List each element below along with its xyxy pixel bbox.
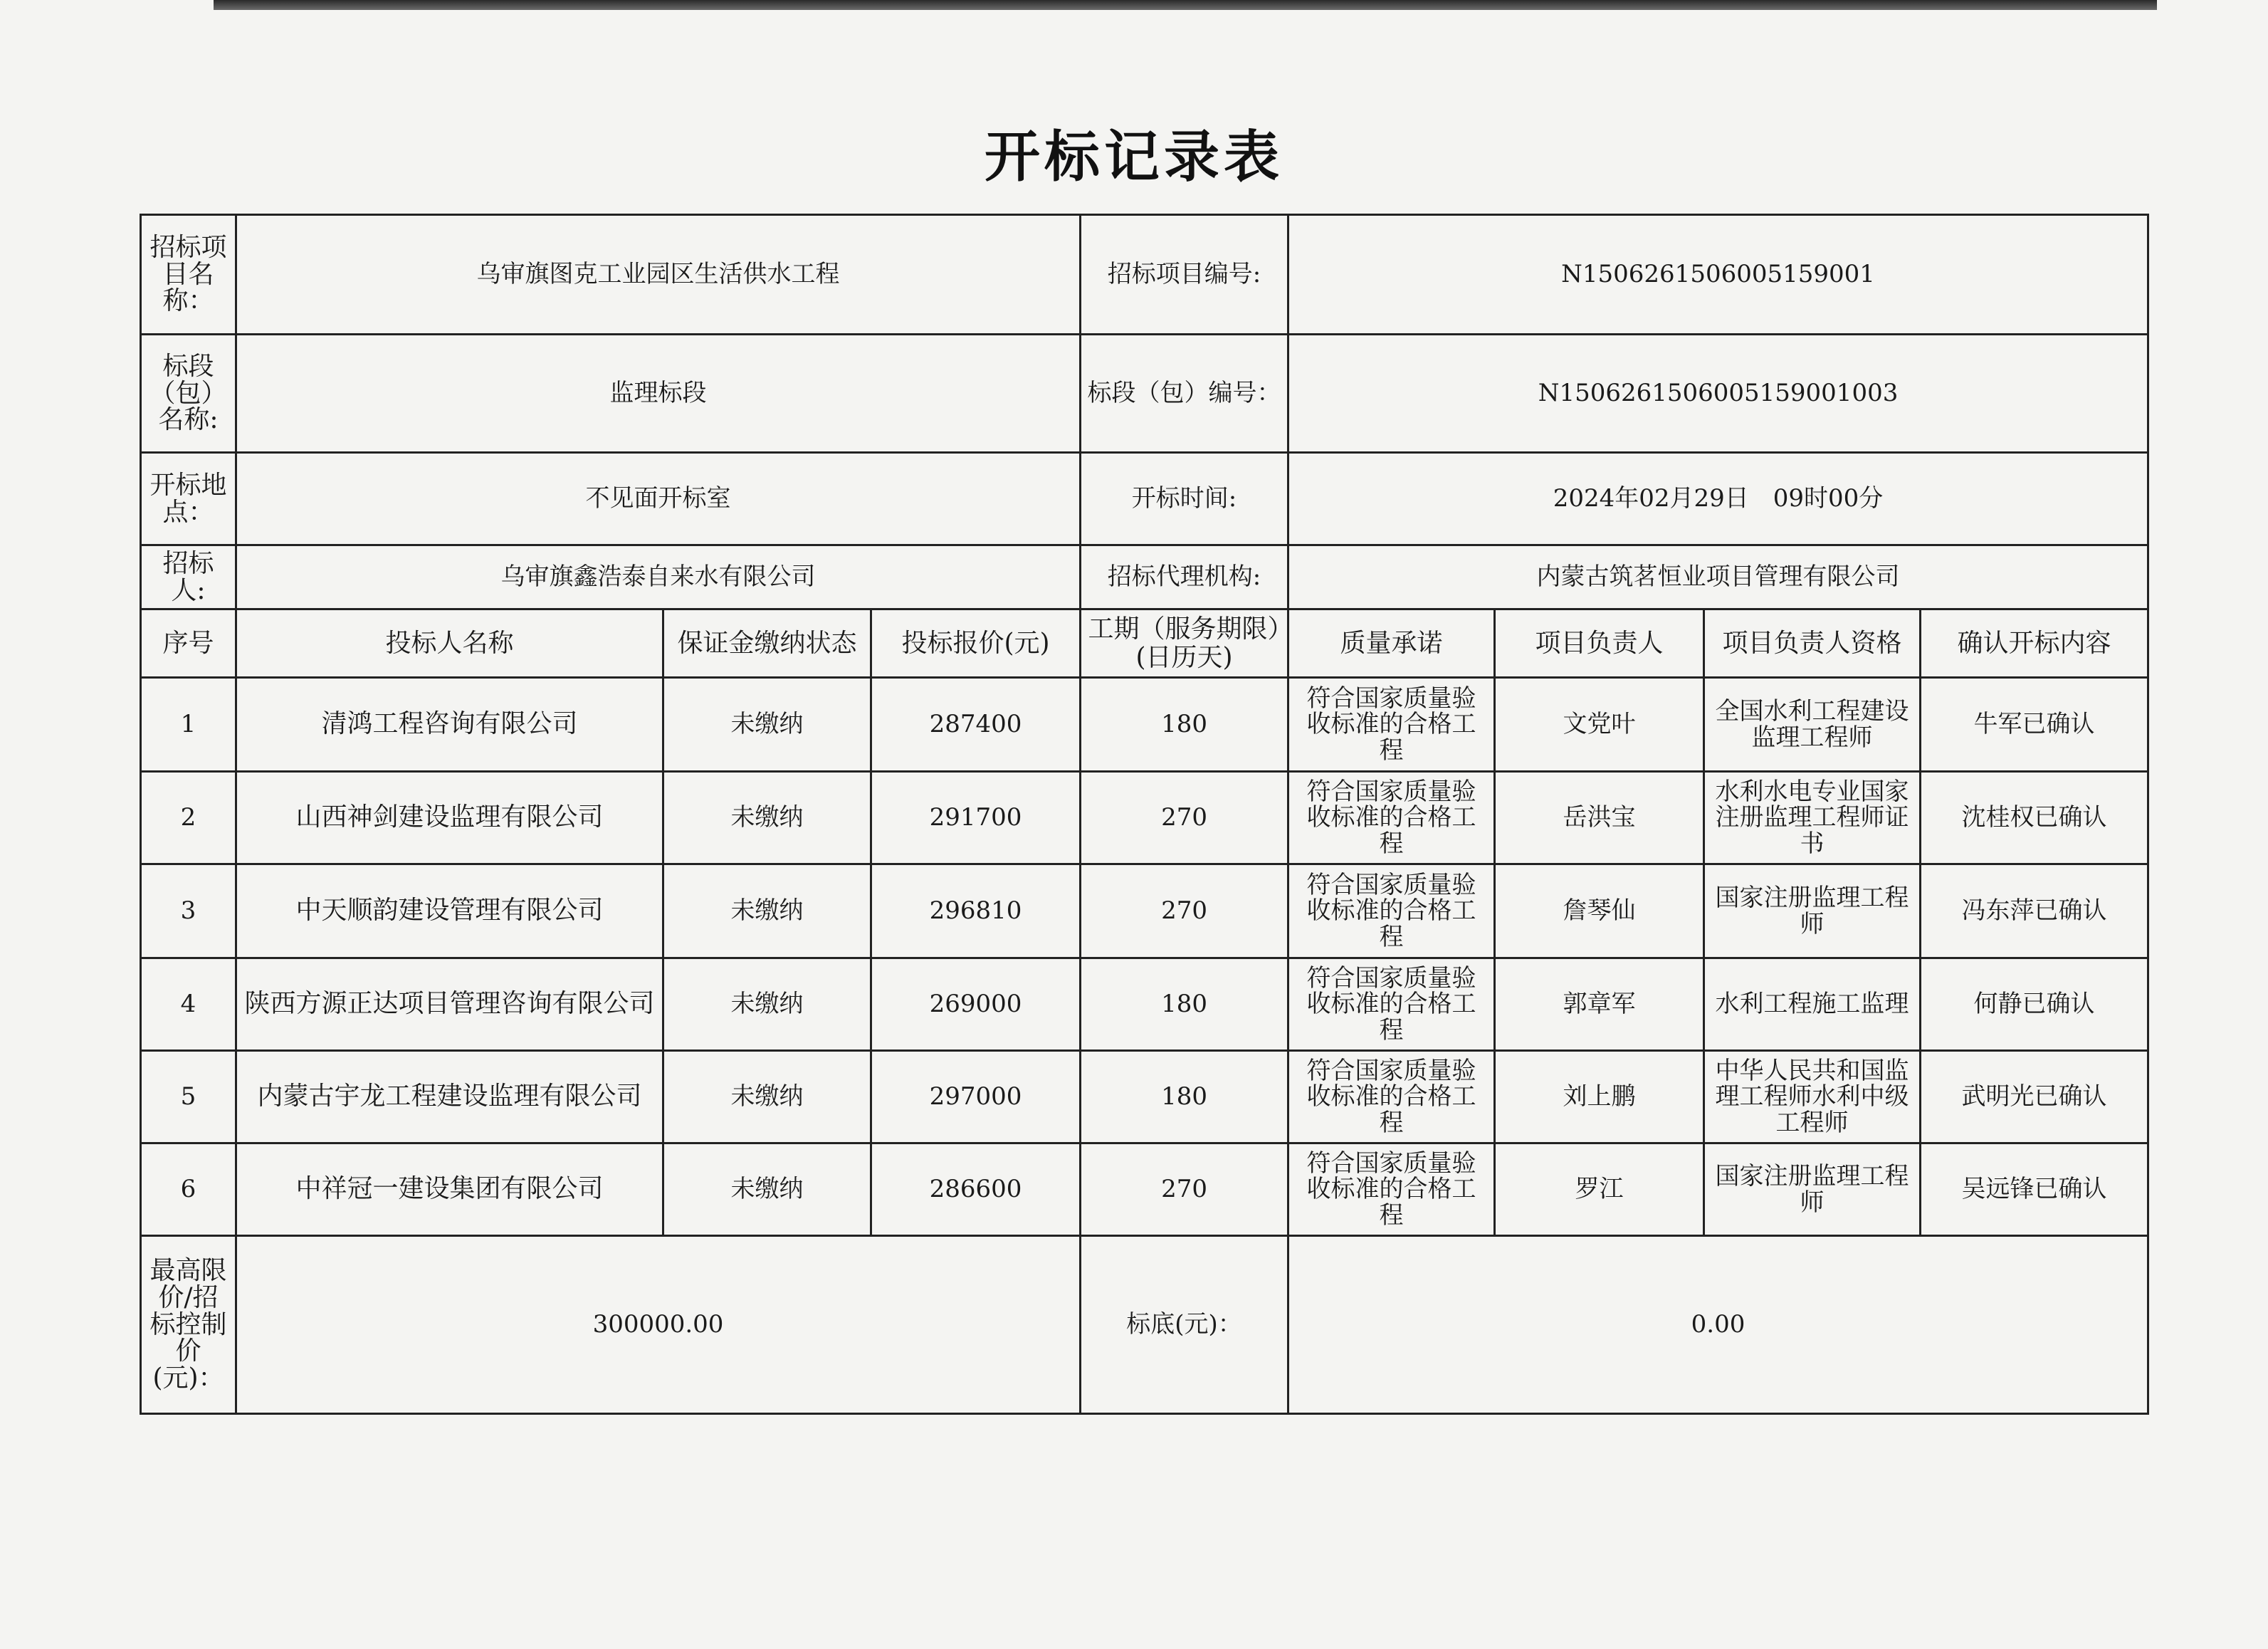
bid-price: 297000: [871, 1051, 1081, 1143]
info-row-tenderer: [141, 545, 2148, 609]
confirmation: 吴远锋已确认: [1921, 1143, 2148, 1236]
bid-price: 269000: [871, 958, 1081, 1051]
table-row: [141, 678, 2148, 772]
max-price-label: 最高限价/招标控制价(元)：: [141, 1236, 236, 1414]
col-header-manager: 项目负责人: [1495, 609, 1704, 678]
info-row-section: [141, 335, 2148, 453]
table-row: [141, 864, 2148, 958]
project-name: 乌审旗图克工业园区生活供水工程: [236, 215, 1081, 335]
col-header-period: 工期（服务期限）(日历天): [1081, 609, 1288, 678]
confirmation: 沈桂权已确认: [1921, 772, 2148, 864]
col-header-no: 序号: [141, 609, 236, 678]
project-manager: 文党叶: [1495, 678, 1704, 772]
bid-price: 287400: [871, 678, 1081, 772]
project-code-label: 招标项目编号:: [1081, 215, 1288, 335]
row-no: 4: [141, 958, 236, 1051]
base-price-label: 标底(元)：: [1081, 1236, 1288, 1414]
project-manager: 岳洪宝: [1495, 772, 1704, 864]
opening-time: 2024年02月29日 09时00分: [1288, 453, 2148, 545]
table-row: [141, 1143, 2148, 1236]
document-title: 开标记录表: [984, 125, 1283, 189]
quality-commitment: 符合国家质量验收标准的合格工程: [1288, 864, 1495, 958]
base-price: 0.00: [1288, 1236, 2148, 1414]
bid-price: 296810: [871, 864, 1081, 958]
deposit-status: 未缴纳: [663, 864, 871, 958]
section-name: 监理标段: [236, 335, 1081, 453]
project-manager: 詹琴仙: [1495, 864, 1704, 958]
quality-commitment: 符合国家质量验收标准的合格工程: [1288, 958, 1495, 1051]
confirmation: 冯东萍已确认: [1921, 864, 2148, 958]
section-code-label: 标段（包）编号：: [1081, 335, 1288, 453]
project-manager: 罗江: [1495, 1143, 1704, 1236]
location-label: 开标地点：: [141, 453, 236, 545]
project-manager: 郭章军: [1495, 958, 1704, 1051]
bidder-name: 中祥冠一建设集团有限公司: [236, 1143, 663, 1236]
table-row: [141, 958, 2148, 1051]
quality-commitment: 符合国家质量验收标准的合格工程: [1288, 772, 1495, 864]
row-no: 6: [141, 1143, 236, 1236]
table-row: [141, 772, 2148, 864]
col-header-bidder: 投标人名称: [236, 609, 663, 678]
quality-commitment: 符合国家质量验收标准的合格工程: [1288, 678, 1495, 772]
col-header-qualification: 项目负责人资格: [1704, 609, 1921, 678]
agency: 内蒙古筑茗恒业项目管理有限公司: [1288, 545, 2148, 609]
manager-qualification: 中华人民共和国监理工程师水利中级工程师: [1704, 1051, 1921, 1143]
row-no: 5: [141, 1051, 236, 1143]
bidder-name: 内蒙古宇龙工程建设监理有限公司: [236, 1051, 663, 1143]
time-label: 开标时间:: [1081, 453, 1288, 545]
manager-qualification: 水利水电专业国家注册监理工程师证书: [1704, 772, 1921, 864]
confirmation: 牛军已确认: [1921, 678, 2148, 772]
service-period: 270: [1081, 772, 1288, 864]
bidder-name: 山西神剑建设监理有限公司: [236, 772, 663, 864]
section-code: N1506261506005159001003: [1288, 335, 2148, 453]
bidder-name: 陕西方源正达项目管理咨询有限公司: [236, 958, 663, 1051]
section-name-label: 标段（包）名称:: [141, 335, 236, 453]
service-period: 180: [1081, 678, 1288, 772]
tenderer: 乌审旗鑫浩泰自来水有限公司: [236, 545, 1081, 609]
col-header-price: 投标报价(元): [871, 609, 1081, 678]
project-code: N1506261506005159001: [1288, 215, 2148, 335]
quality-commitment: 符合国家质量验收标准的合格工程: [1288, 1143, 1495, 1236]
location: 不见面开标室: [236, 453, 1081, 545]
scan-edge-bar: [214, 0, 2157, 10]
quality-commitment: 符合国家质量验收标准的合格工程: [1288, 1051, 1495, 1143]
agency-label: 招标代理机构:: [1081, 545, 1288, 609]
deposit-status: 未缴纳: [663, 958, 871, 1051]
row-no: 1: [141, 678, 236, 772]
bid-price: 291700: [871, 772, 1081, 864]
deposit-status: 未缴纳: [663, 1051, 871, 1143]
project-manager: 刘上鹏: [1495, 1051, 1704, 1143]
bidder-name: 清鸿工程咨询有限公司: [236, 678, 663, 772]
col-header-quality: 质量承诺: [1288, 609, 1495, 678]
col-header-confirm: 确认开标内容: [1921, 609, 2148, 678]
manager-qualification: 全国水利工程建设监理工程师: [1704, 678, 1921, 772]
service-period: 180: [1081, 958, 1288, 1051]
tenderer-label: 招标人:: [141, 545, 236, 609]
service-period: 270: [1081, 864, 1288, 958]
info-row-project: [141, 215, 2148, 335]
project-name-label: 招标项目名称：: [141, 215, 236, 335]
manager-qualification: 国家注册监理工程师: [1704, 1143, 1921, 1236]
service-period: 270: [1081, 1143, 1288, 1236]
deposit-status: 未缴纳: [663, 678, 871, 772]
manager-qualification: 国家注册监理工程师: [1704, 864, 1921, 958]
manager-qualification: 水利工程施工监理: [1704, 958, 1921, 1051]
footer-row: [141, 1236, 2148, 1414]
max-price: 300000.00: [236, 1236, 1081, 1414]
row-no: 2: [141, 772, 236, 864]
service-period: 180: [1081, 1051, 1288, 1143]
info-row-location: [141, 453, 2148, 545]
confirmation: 武明光已确认: [1921, 1051, 2148, 1143]
col-header-deposit: 保证金缴纳状态: [663, 609, 871, 678]
deposit-status: 未缴纳: [663, 1143, 871, 1236]
deposit-status: 未缴纳: [663, 772, 871, 864]
column-header-row: [141, 609, 2148, 678]
bid-price: 286600: [871, 1143, 1081, 1236]
row-no: 3: [141, 864, 236, 958]
bid-opening-record-table: [140, 214, 2149, 1415]
table-row: [141, 1051, 2148, 1143]
confirmation: 何静已确认: [1921, 958, 2148, 1051]
bidder-name: 中天顺韵建设管理有限公司: [236, 864, 663, 958]
